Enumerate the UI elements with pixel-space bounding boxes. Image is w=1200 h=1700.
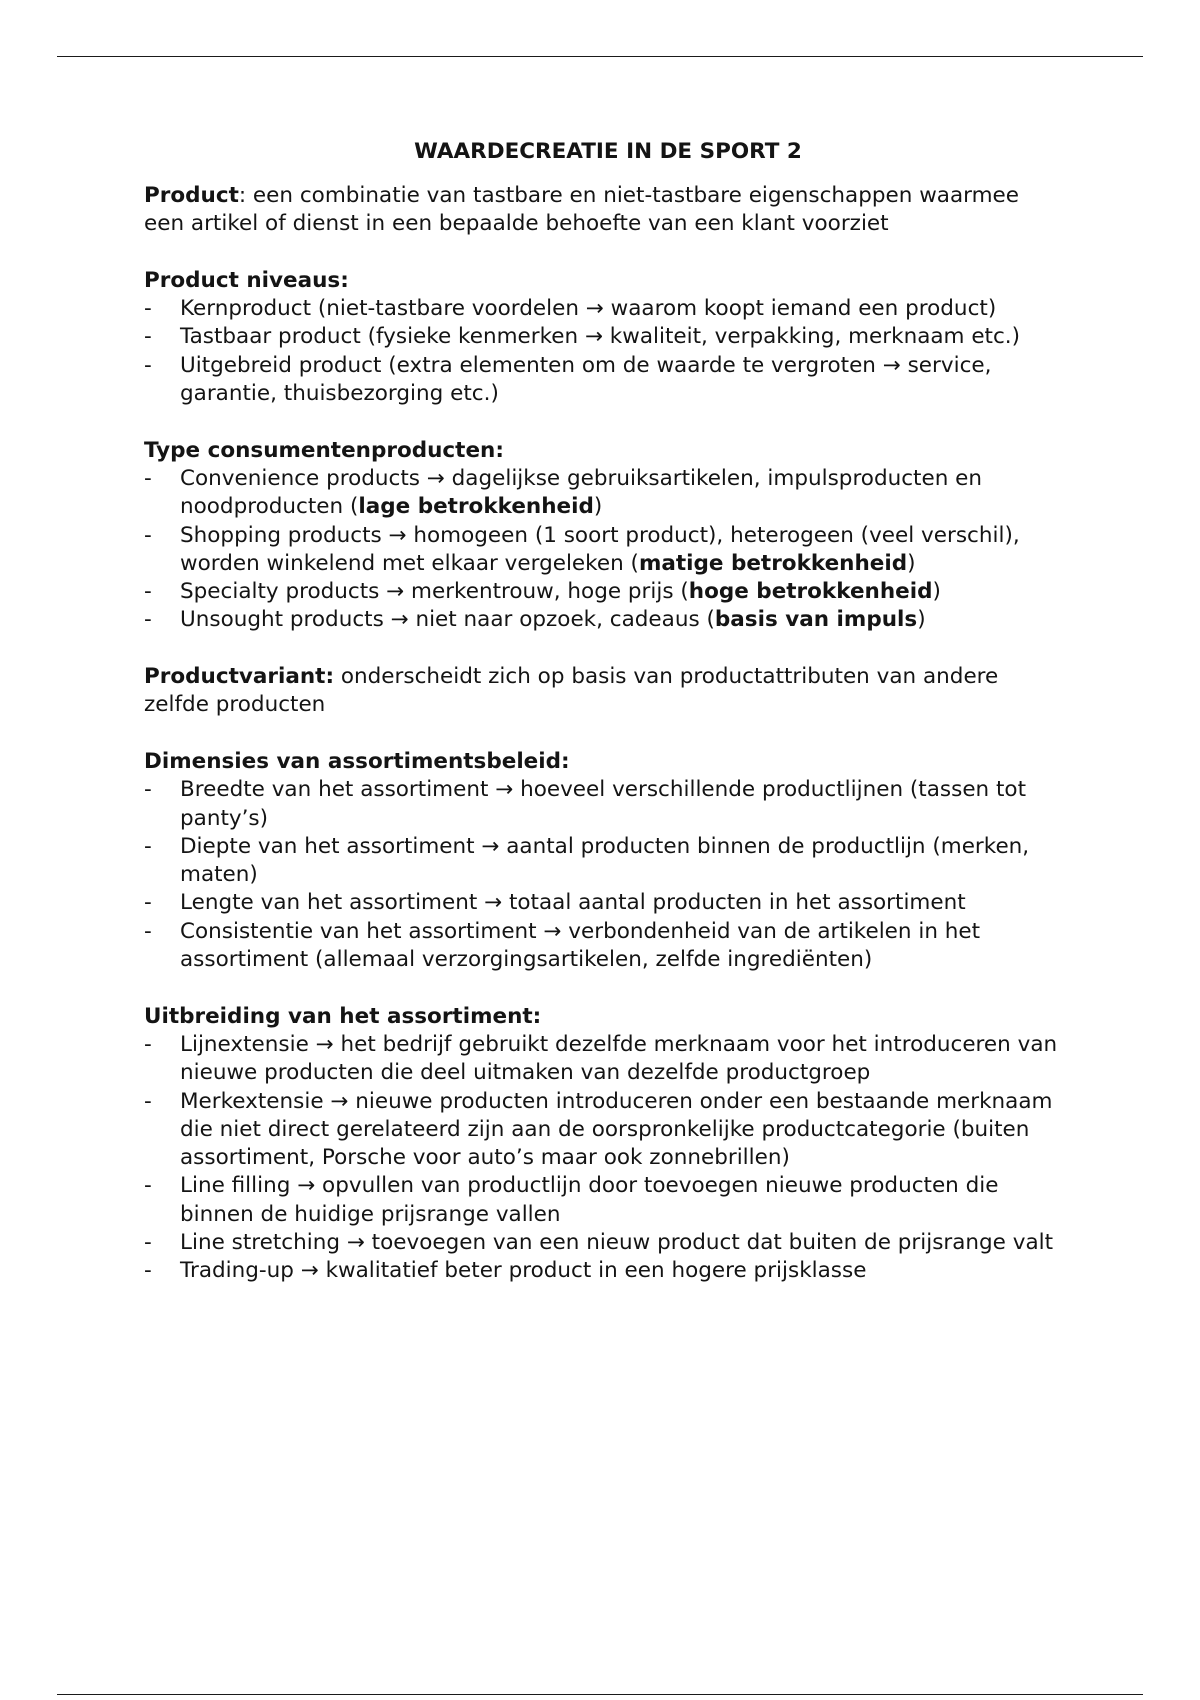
page-title: WAARDECREATIE IN DE SPORT 2 — [414, 139, 802, 164]
list-item: - Specialty products → merkentrouw, hoge prijs (hoge betrokkenheid) — [144, 578, 1064, 606]
bullet-dash: - — [144, 1173, 152, 1199]
product-definition — [144, 182, 1064, 239]
top-rule — [57, 56, 1143, 57]
list-item: - Lijnextensie → het bedrijf gebruikt dezelfde merknaam voor het introduceren van nieuwe producten die deel uitmaken van dezelfde productgroep — [144, 1031, 1058, 1086]
list-item: - Convenience products → dagelijkse gebruiksartikelen, impulsproducten en noodproducten (lage betrokkenheid) — [144, 465, 983, 520]
variant-definition-text: onderscheidt zich op basis van productattributen van andere zelfde producten — [144, 664, 999, 718]
consumer-types-list — [144, 465, 1064, 635]
bottom-rule — [57, 1694, 1143, 1695]
list-item: - Breedte van het assortiment → hoeveel verschillende productlijnen (tassen tot panty’s) — [144, 777, 1027, 831]
bullet-dash: - — [144, 890, 152, 916]
bullet-dash: - — [144, 918, 152, 944]
variant-term: Productvariant: — [144, 664, 335, 690]
bullet-dash: - — [144, 1031, 152, 1057]
bullet-dash: - — [144, 579, 152, 605]
bullet-dash: - — [144, 777, 152, 803]
bullet-dash: - — [144, 324, 152, 350]
bullet-dash: - — [144, 296, 152, 322]
list-item: - Shopping products → homogeen (1 soort product), heterogeen (veel verschil), worden winkelend met elkaar vergeleken (matige betrokkenheid) — [144, 522, 1020, 576]
list-item: - Tastbaar product (fysieke kenmerken → kwaliteit, verpakking, merknaam etc.) — [144, 323, 1064, 351]
bullet-dash: - — [144, 522, 152, 548]
consumer-types-heading: Type consumentenproducten: — [144, 437, 504, 463]
extension-heading: Uitbreiding van het assortiment: — [144, 1003, 542, 1029]
list-item: - Merkextensie → nieuwe producten introduceren onder een bestaande merknaam die niet direct gerelateerd zijn aan de oorspronkelijke productcategorie (buiten assortiment, Porsche voor auto’s maar ook zonnebrillen) — [144, 1088, 1053, 1171]
bullet-dash: - — [144, 352, 152, 378]
list-item: - Lengte van het assortiment → totaal aantal producten in het assortiment — [144, 889, 1064, 917]
dimensions-heading: Dimensies van assortimentsbeleid: — [144, 748, 570, 774]
product-term: Product — [144, 183, 239, 208]
list-item: - Line filling → opvullen van productlijn door toevoegen nieuwe producten die binnen de huidige prijsrange vallen — [144, 1173, 999, 1227]
list-item: - Consistentie van het assortiment → verbondenheid van de artikelen in het assortiment (allemaal verzorgingsartikelen, zelfde ingrediënten) — [144, 918, 981, 973]
list-item: - Unsought products → niet naar opzoek, cadeaus (basis van impuls) — [144, 606, 1064, 634]
dimensions-list — [144, 776, 1064, 974]
bullet-dash: - — [144, 833, 152, 859]
bullet-dash: - — [144, 1229, 152, 1255]
bullet-dash: - — [144, 465, 152, 491]
levels-list — [144, 295, 1064, 408]
list-item: - Line stretching → toevoegen van een nieuw product dat buiten de prijsrange valt — [144, 1229, 1064, 1257]
list-item: - Uitgebreid product (extra elementen om de waarde te vergroten → service, garantie, thuisbezorging etc.) — [144, 352, 992, 407]
document-body — [144, 138, 1064, 1286]
levels-heading: Product niveaus: — [144, 267, 349, 293]
list-item: - Trading-up → kwalitatief beter product in een hogere prijsklasse — [144, 1257, 1064, 1285]
bullet-dash: - — [144, 1088, 152, 1114]
product-definition-text: : een combinatie van tastbare en niet-tastbare eigenschappen waarmee een artikel of dienst in een bepaalde behoefte van een klant voorziet — [144, 183, 1020, 237]
list-item: - Diepte van het assortiment → aantal producten binnen de productlijn (merken, maten) — [144, 833, 1030, 888]
bullet-dash: - — [144, 1258, 152, 1284]
extension-list — [144, 1031, 1064, 1286]
bullet-dash: - — [144, 607, 152, 633]
list-item: - Kernproduct (niet-tastbare voordelen → waarom koopt iemand een product) — [144, 295, 1064, 323]
variant-definition — [144, 663, 1064, 720]
